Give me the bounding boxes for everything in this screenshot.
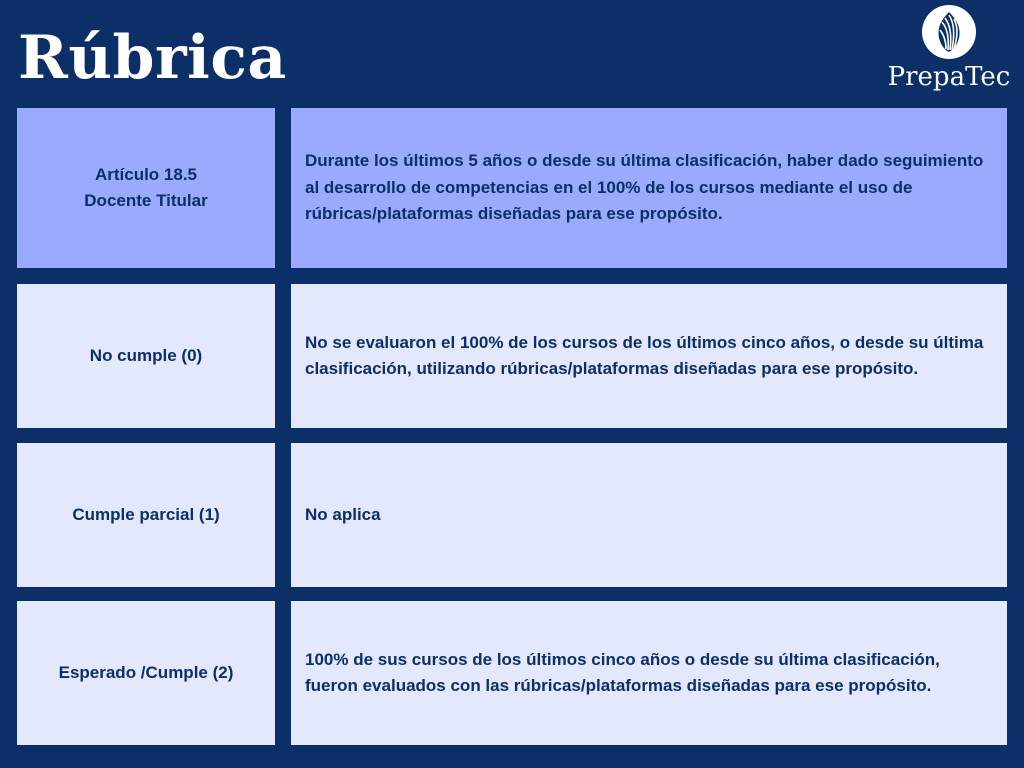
level-description-no-cumple: No se evaluaron el 100% de los cursos de los últimos cinco años, o desde su última clasificación, utilizando rúbricas/plataformas diseñadas para ese propósito. [305,332,984,378]
prepatec-logo [884,4,1014,96]
level-description-cell [291,601,1007,745]
torch-flame-icon [921,4,977,60]
level-label-no-cumple: No cumple (0) [89,345,203,365]
level-label-cell [17,601,275,745]
criterion-description: Durante los últimos 5 años o desde su última clasificación, haber dado seguimiento al desarrollo de competencias en el 100% de los cursos mediante el uso de rúbricas/plataformas diseñadas para ese propósito. [305,151,984,224]
page-title: Rúbrica [18,23,287,93]
criterion-role: Docente Titular [84,191,208,210]
level-label-esperado-cumple: Esperado /Cumple (2) [58,662,234,682]
level-description-cell [291,284,1007,428]
criterion-description-cell [291,108,1007,268]
criterion-article: Artículo 18.5 [94,164,198,184]
level-description-cumple-parcial: No aplica [305,504,381,524]
level-label-cumple-parcial: Cumple parcial (1) [72,504,220,524]
logo-text: PrepaTec [887,62,1011,92]
criterion-label-cell [17,108,275,268]
level-label-cell [17,443,275,587]
level-description-cell [291,443,1007,587]
level-description-esperado-cumple: 100% de sus cursos de los últimos cinco años o desde su última clasificación, fueron evaluados con las rúbricas/plataformas diseñadas para ese propósito. [305,649,940,695]
level-label-cell [17,284,275,428]
